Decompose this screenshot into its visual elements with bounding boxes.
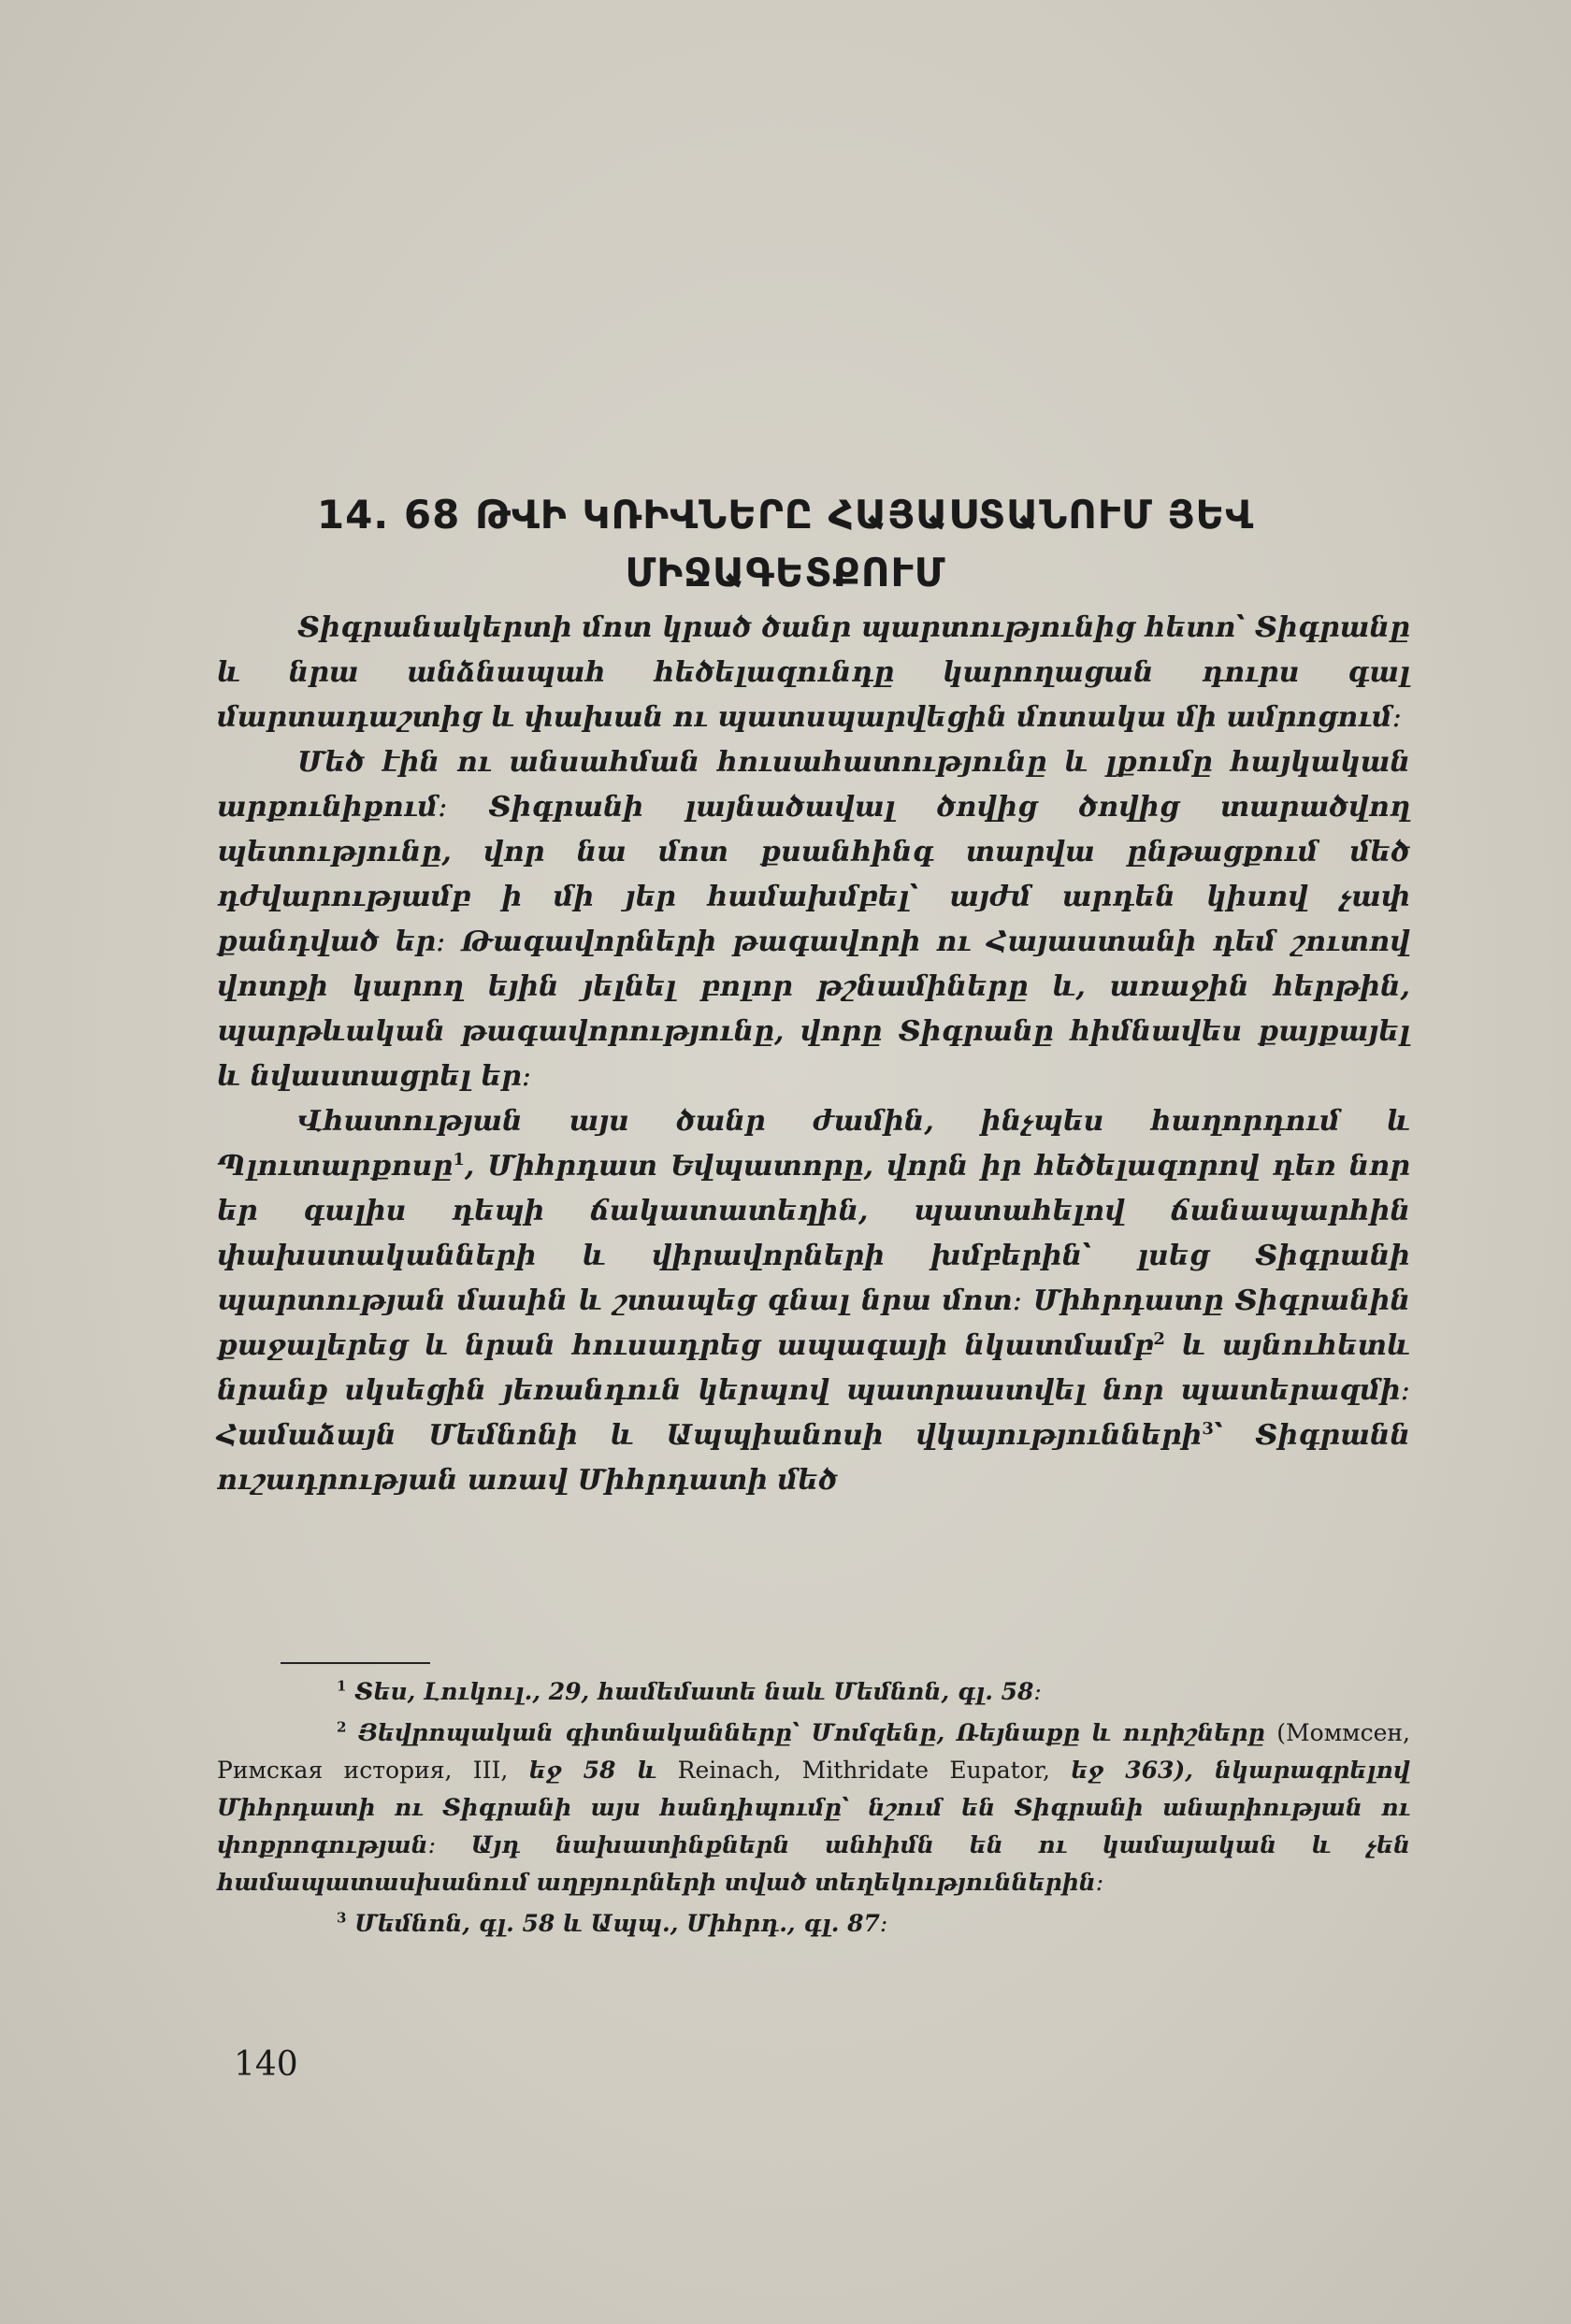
chapter-title [168,486,1403,602]
paragraph-3-part-d: ՝ Տիգրանն ուշադրության առավ Միհրդատի մեծ [217,1419,1411,1497]
page-number: 140 [234,2045,298,2084]
footnote-3-number: 3 [337,1909,347,1927]
footnote-3-text: Մեմնոն, գլ. 58 և Ապպ., Միհրդ., գլ. 87։ [354,1910,888,1937]
footnote-ref-2: 2 [1153,1329,1165,1349]
paragraph-3 [217,1099,1410,1503]
footnote-2-citation-2: Reinach, Mithridate Eupator, [656,1757,1072,1784]
footnote-2 [217,1714,1410,1901]
footnotes [217,1673,1410,1946]
paragraph-3-part-c: և այնուհետև նրանք սկսեցին յեռանդուն կերպով պատրաստվել նոր պատերազմի։ Համաձայն Մեմնոնի և Ապպիանոսի վկայությունների [217,1329,1410,1452]
chapter-title-line-2: ՄԻՋԱԳԵՏՔՈՒՄ [625,550,946,595]
footnote-2-number: 2 [337,1718,347,1736]
footnote-1-number: 1 [337,1677,347,1695]
paragraph-2: Մեծ էին ու անսահման հուսահատությունը և լքումը հայկական արքունիքում։ Տիգրանի լայնածավալ ծովից ծովից տարածվող պետությունը, վոր նա մոտ քսանհինգ տարվա ընթացքում մեծ դժվարությամբ ի մի յեր համախմբել՝ այժմ արդեն կիսով չափ քանդված եր։ Թագավորների թագավորի ու Հայաստանի դեմ շուտով վոտքի կարող եյին յելնել բոլոր թշնամիները և, առաջին հերթին, պարթևական թագավորությունը, վորը Տիգրանը հիմնավես քայքայել և նվաստացրել եր։ [217,746,1410,1093]
footnote-2-text-a: Յեվրոպական գիտնականները՝ Մոմզենը, Ռեյնաքը և ուրիշները [357,1719,1265,1746]
paragraph-3-part-b: , Միհրդատ Եվպատորը, վորն իր հեծելազորով դեռ նոր եր գալիս դեպի ճակատատեղին, պատահելով ճանապարհին փախստականների և վիրավորների խմբերին՝ լսեց Տիգրանի պարտության մասին և շտապեց գնալ նրա մոտ։ Միհրդատը Տիգրանին քաջալերեց և նրան հուսադրեց ապագայի նկատմամբ [217,1150,1410,1362]
chapter-title-line-1: 14. 68 ԹՎԻ ԿՌԻՎՆԵՐԸ ՀԱՅԱՍՏԱՆՈՒՄ ՅԵՎ [316,492,1255,538]
paragraph-3-part-a: Վհատության այս ծանր ժամին, ինչպես հաղորդում և Պլուտարքոսը [217,1105,1410,1183]
footnote-1-text: Տես, Լուկուլ., 29, համեմատե նաև Մեմնոն, գլ. 58։ [354,1678,1042,1705]
footnote-1 [217,1673,1410,1711]
footnote-ref-1: 1 [453,1150,465,1169]
paragraph-1: Տիգրանակերտի մոտ կրած ծանր պարտությունից հետո՝ Տիգրանը և նրա անձնապահ հեծելազունդը կարողացան դուրս գալ մարտադաշտից և փախան ու պատսպարվեցին մոտակա մի ամրոցում։ [217,611,1410,734]
main-text [217,606,1410,1503]
footnote-2-citation: (Моммсен, Римская история, III, [217,1719,1410,1784]
footnote-3 [217,1905,1410,1943]
footnote-ref-3: 3 [1202,1419,1214,1439]
footnote-2-text-b: եջ 58 և [528,1757,657,1784]
footnote-separator [281,1662,430,1664]
footnote-2-text-c: եջ 363), նկարագրելով Միհրդատի ու Տիգրանի այս հանդիպումը՝ նշում են Տիգրանի անարիության ու փոքրոգության։ Այդ նախատինքներն անհիմն են ու կամայական և չեն համապատասխանում աղբյուրների տված տեղեկություններին։ [217,1757,1411,1896]
